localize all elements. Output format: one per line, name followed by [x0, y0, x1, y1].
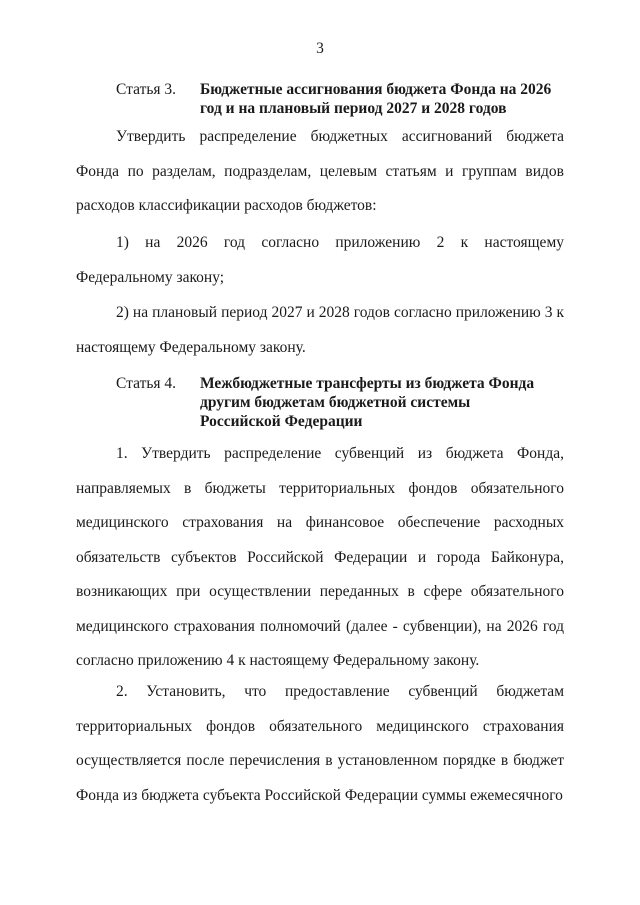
article-3-label: Статья 3.	[116, 81, 177, 98]
page-number: 3	[316, 40, 324, 57]
article-3-title-line-1: Бюджетные ассигнования бюджета Фонда на 2026	[200, 81, 552, 98]
article-3-item-1: 1) на 2026 год согласно приложению 2 к настоящему Федеральному закону;	[76, 234, 564, 286]
article-4-label: Статья 4.	[116, 375, 177, 392]
article-4-paragraph-1: 1. Утвердить распределение субвенций из бюджета Фонда, направляемых в бюджеты территориальных фондов обязательного медицинского страхования на финансовое обеспечение расходных обязательств субъектов Российской Федерации и города Байконура, возникающих при осуществлении переданных в сфере обязательного медицинского страхования полномочий (далее - субвенции), на 2026 год согласно приложению 4 к настоящему Федеральному закону.	[76, 445, 564, 669]
article-3-title	[200, 80, 576, 118]
article-4-title	[200, 374, 576, 431]
article-4-title-line-1: Межбюджетные трансферты из бюджета Фонда	[200, 375, 535, 392]
article-3-title-line-2: год и на плановый период 2027 и 2028 годов	[200, 100, 507, 117]
article-4-paragraph-2: 2. Установить, что предоставление субвенций бюджетам территориальных фондов обязательного медицинского страхования осуществляется после перечисления в установленном порядке в бюджет Фонда из бюджета субъекта Российской Федерации суммы ежемесячного	[76, 683, 564, 804]
article-3-paragraph: Утвердить распределение бюджетных ассигнований бюджета Фонда по разделам, подразделам, целевым статьям и группам видов расходов классификации расходов бюджетов:	[76, 128, 564, 214]
article-3-item-2: 2) на плановый период 2027 и 2028 годов согласно приложению 3 к настоящему Федеральному закону.	[76, 304, 564, 356]
article-4-title-line-3: Российской Федерации	[200, 413, 363, 430]
article-4-title-line-2: другим бюджетам бюджетной системы	[200, 394, 471, 411]
